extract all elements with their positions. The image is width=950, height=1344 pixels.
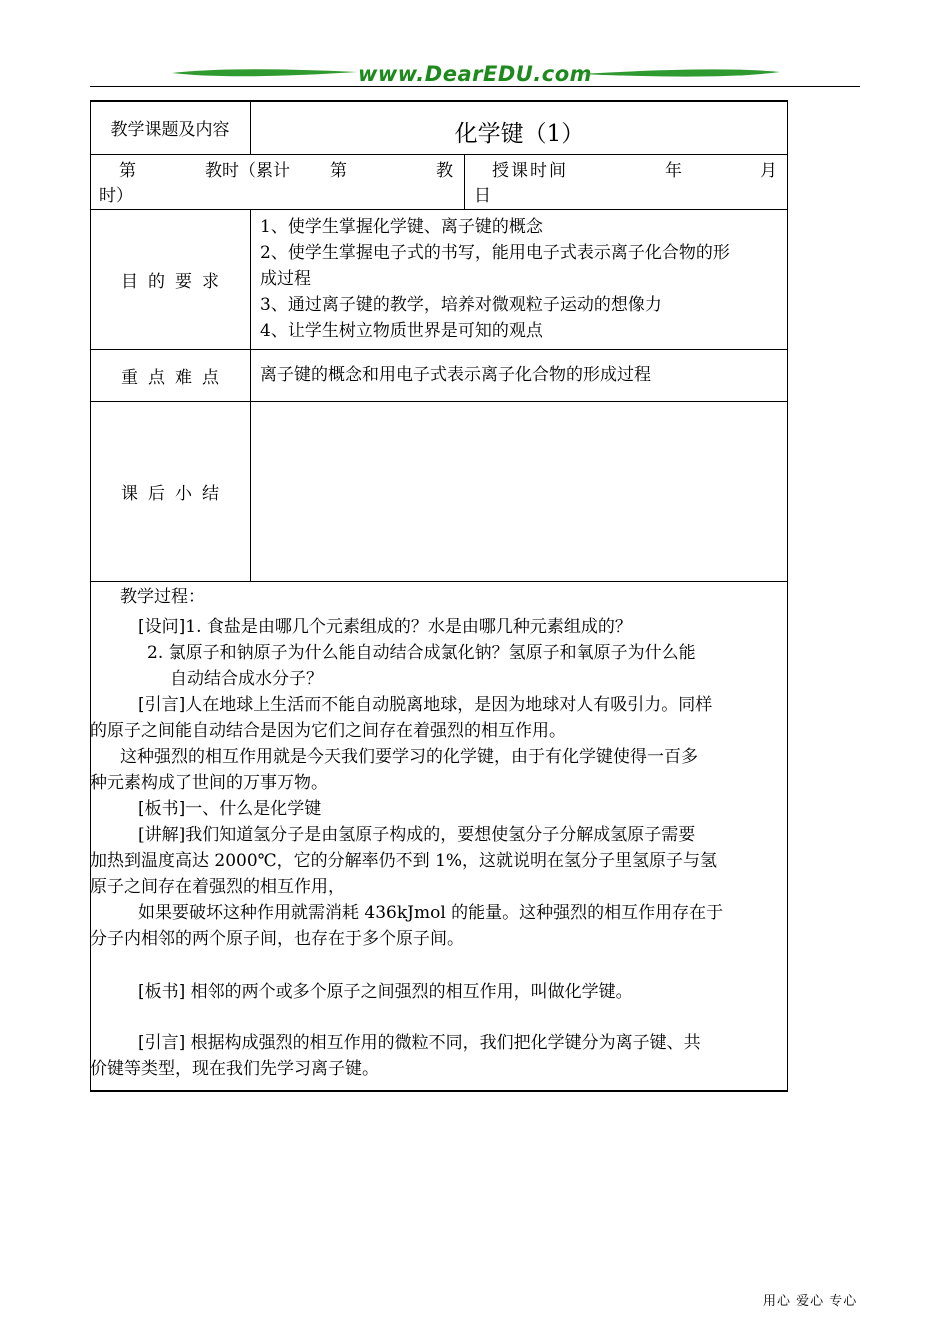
period-jiao: 教 bbox=[436, 161, 453, 181]
summary-cell bbox=[251, 402, 788, 581]
goal-item: 成过程 bbox=[260, 269, 311, 289]
key-points-row bbox=[90, 350, 788, 402]
period-count: 教时（累计 bbox=[205, 161, 290, 181]
time-label: 授课时间 bbox=[492, 161, 568, 181]
key-points-text: 离子键的概念和用电子式表示离子化合物的形成过程 bbox=[260, 365, 651, 385]
summary-label-cell bbox=[90, 402, 251, 581]
goal-item: 1、使学生掌握化学键、离子键的概念 bbox=[260, 217, 543, 237]
goals-label: 目的要求 bbox=[121, 272, 229, 292]
para-line-2: 种元素构成了世间的万事万物。 bbox=[90, 773, 328, 793]
intro-line-2: 的原子之间能自动结合是因为它们之间存在着强烈的相互作用。 bbox=[90, 721, 566, 741]
lesson-title: 化学键（1） bbox=[454, 121, 585, 147]
board2-line: [板书] 相邻的两个或多个原子之间强烈的相互作用，叫做化学键。 bbox=[138, 982, 633, 1002]
key-label-cell bbox=[90, 350, 251, 401]
board-tag: [板书] bbox=[138, 799, 186, 819]
header-rule bbox=[90, 86, 860, 87]
intro2-line-2: 价键等类型，现在我们先学习离子键。 bbox=[90, 1059, 379, 1079]
para5-line-1: 如果要破坏这种作用就需消耗 436kJmol 的能量。这种强烈的相互作用存在于 bbox=[138, 903, 724, 923]
intro-line-1: [引言]人在地球上生活而不能自动脱离地球，是因为地球对人有吸引力。同样 bbox=[138, 695, 713, 715]
period-first: 第 bbox=[119, 161, 136, 181]
period-cell bbox=[90, 155, 465, 209]
topic-label: 教学课题及内容 bbox=[90, 101, 251, 154]
time-month: 月 bbox=[760, 161, 777, 181]
explain-tag: [讲解] bbox=[138, 825, 186, 845]
para5-line-2: 分子内相邻的两个原子间，也存在于多个原子间。 bbox=[90, 929, 464, 949]
question-line-1: [设问]1. 食盐是由哪几个元素组成的？水是由哪几种元素组成的？ bbox=[138, 617, 632, 637]
goal-item: 4、让学生树立物质世界是可知的观点 bbox=[260, 321, 543, 341]
goals-row bbox=[90, 210, 788, 350]
period-row bbox=[90, 155, 788, 210]
logo-swoosh-right bbox=[580, 66, 780, 80]
question-line-3: 自动结合成水分子？ bbox=[170, 669, 323, 689]
time-day: 日 bbox=[474, 186, 491, 206]
process-heading: 教学过程： bbox=[120, 587, 205, 607]
summary-row bbox=[90, 402, 788, 582]
intro2-tag: [引言] bbox=[138, 1033, 186, 1053]
summary-label: 课后小结 bbox=[121, 484, 229, 504]
intro2-line-1: [引言] 根据构成强烈的相互作用的微粒不同，我们把化学键分为离子键、共 bbox=[138, 1033, 701, 1053]
explain-line-2: 加热到温度高达 2000℃，它的分解率仍不到 1%，这就说明在氢分子里氢原子与氢 bbox=[90, 851, 718, 871]
footer-slogan: 用心 爱心 专心 bbox=[763, 1294, 858, 1309]
topic-cell bbox=[251, 101, 788, 154]
goals-label-cell bbox=[90, 210, 251, 349]
para-line-1: 这种强烈的相互作用就是今天我们要学习的化学键，由于有化学键使得一百多 bbox=[120, 747, 698, 767]
time-year: 年 bbox=[665, 161, 682, 181]
board-line-1: [板书]一、什么是化学键 bbox=[138, 799, 322, 819]
topic-row bbox=[90, 101, 788, 155]
board2-tag: [板书] bbox=[138, 982, 186, 1002]
goal-item: 2、使学生掌握电子式的书写，能用电子式表示离子化合物的形 bbox=[260, 243, 730, 263]
site-logo: www.DearEDU.com bbox=[357, 62, 593, 86]
explain-line-1: [讲解]我们知道氢分子是由氢原子构成的，要想使氢分子分解成氢原子需要 bbox=[138, 825, 696, 845]
goal-item: 3、通过离子键的教学，培养对微观粒子运动的想像力 bbox=[260, 295, 662, 315]
question-line-2: 2. 氯原子和钠原子为什么能自动结合成氯化钠？氢原子和氧原子为什么能 bbox=[147, 643, 696, 663]
key-label: 重点难点 bbox=[121, 368, 229, 388]
intro-tag: [引言] bbox=[138, 695, 186, 715]
logo-swoosh-left bbox=[172, 66, 357, 80]
period-di: 第 bbox=[330, 161, 347, 181]
question-tag: [设问] bbox=[138, 617, 186, 637]
key-cell bbox=[251, 350, 788, 401]
explain-line-3: 原子之间存在着强烈的相互作用， bbox=[90, 877, 345, 897]
time-cell bbox=[465, 155, 788, 209]
period-shi: 时） bbox=[99, 186, 133, 206]
goals-cell bbox=[251, 210, 788, 349]
